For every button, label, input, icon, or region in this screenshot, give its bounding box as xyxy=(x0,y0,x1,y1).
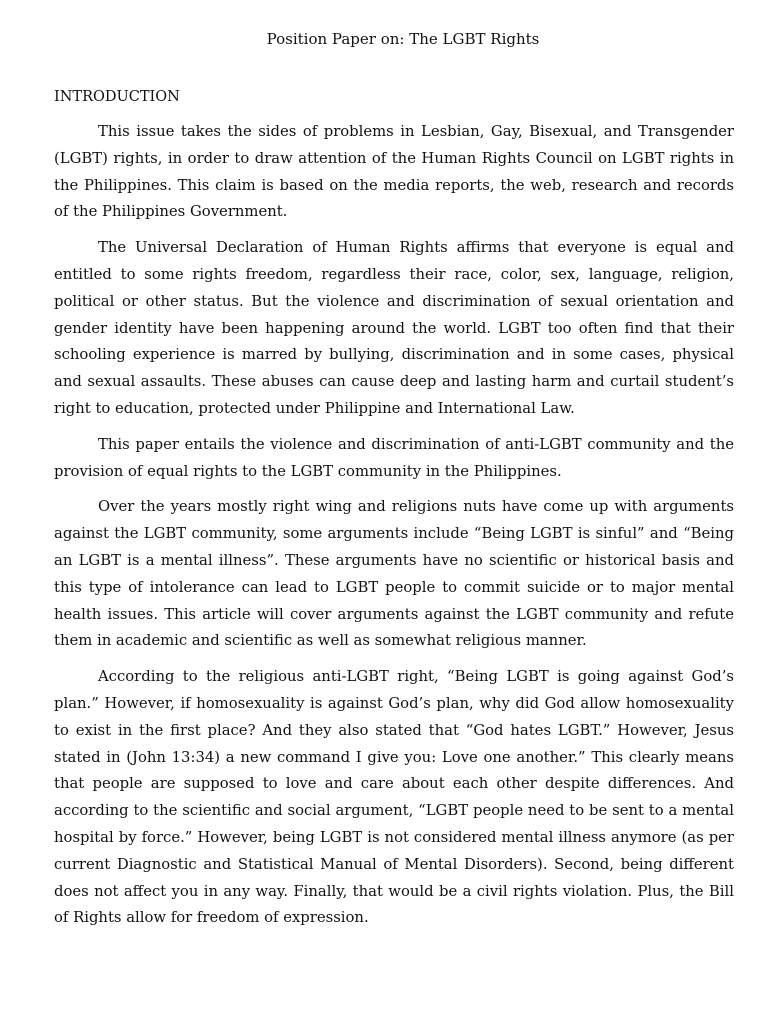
paragraph-5: According to the religious anti-LGBT right, “Being LGBT is going against God’s plan.” However, if homosexuality is against God’s plan, why did God allow homosexuality to exist in the first place? And they also stated that “God hates LGBT.” However, Jesus stated in (John 13:34) a new command I give you: Love one another.” This clearly means that people are supposed to love and care about each other despite differences. And according to the scientific and social argument, “LGBT people need to be sent to a mental hospital by force.” However, being LGBT is not considered mental illness anymore (as per current Diagnostic and Statistical Manual of Mental Disorders). Second, being different does not affect you in any way. Finally, that would be a civil rights violation. Plus, the Bill of Rights allow for freedom of expression. xyxy=(54,668,734,927)
paragraph-2: The Universal Declaration of Human Rights affirms that everyone is equal and entitled to some rights freedom, regardless their race, color, sex, language, religion, political or other status. But the violence and discrimination of sexual orientation and gender identity have been happening around the world. LGBT too often find that their schooling experience is marred by bullying, discrimination and in some cases, physical and sexual assaults. These abuses can cause deep and lasting harm and curtail student’s right to education, protected under Philippine and International Law. xyxy=(54,239,734,417)
document-title: Position Paper on: The LGBT Rights xyxy=(266,30,540,48)
section-heading-introduction: INTRODUCTION xyxy=(54,89,180,105)
paragraph-3: This paper entails the violence and discrimination of anti-LGBT community and the provision of equal rights to the LGBT community in the Philippines. xyxy=(54,435,734,480)
paragraph-1: This issue takes the sides of problems in Lesbian, Gay, Bisexual, and Transgender (LGBT) rights, in order to draw attention of the Human Rights Council on LGBT rights in the Philippines. This claim is based on the media reports, the web, research and records of the Philippines Government. xyxy=(54,123,734,221)
paragraph-4: Over the years mostly right wing and religions nuts have come up with arguments against the LGBT community, some arguments include “Being LGBT is sinful” and “Being an LGBT is a mental illness”. These arguments have no scientific or historical basis and this type of intolerance can lead to LGBT people to commit suicide or to major mental health issues. This article will cover arguments against the LGBT community and refute them in academic and scientific as well as somewhat religious manner. xyxy=(54,498,734,650)
